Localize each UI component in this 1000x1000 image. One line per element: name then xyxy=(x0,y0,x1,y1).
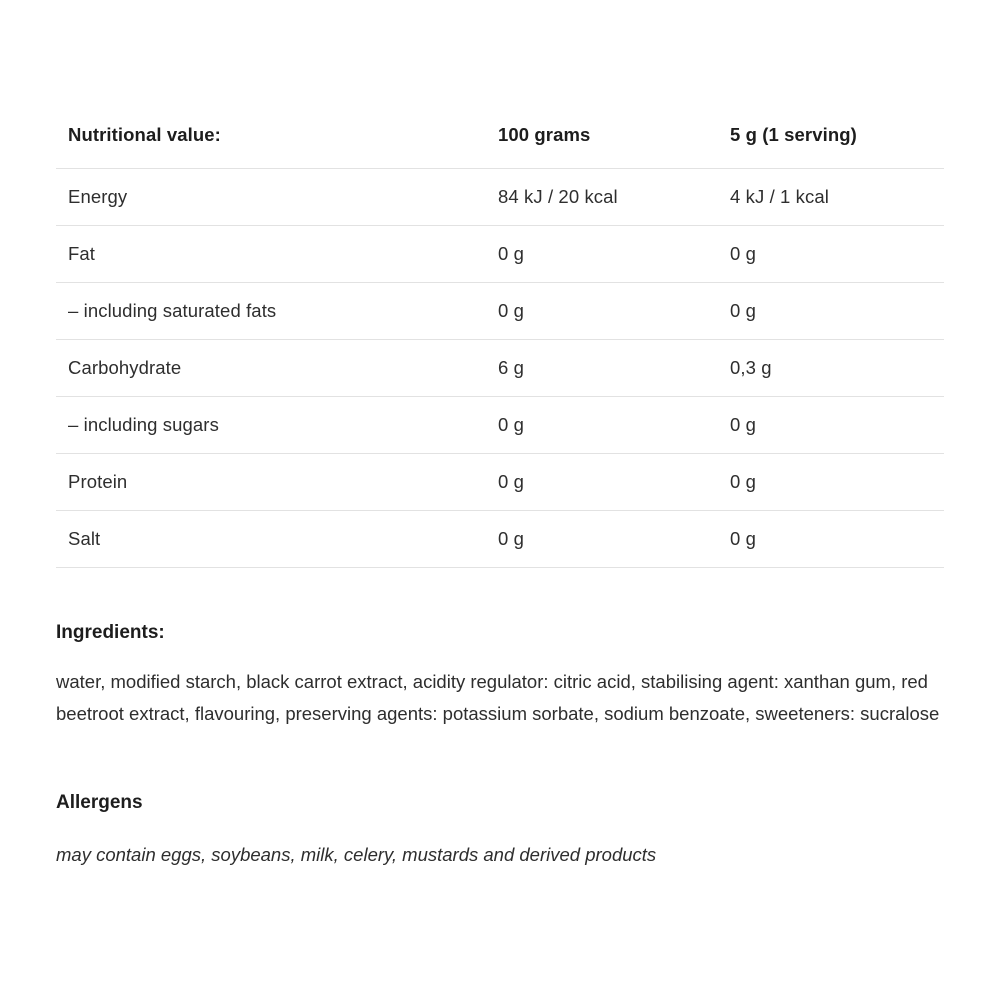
row-value-salt-serving: 0 g xyxy=(718,511,944,568)
table-row xyxy=(56,169,944,226)
row-value-carbohydrate-100g: 6 g xyxy=(486,340,718,397)
nutrition-table-body xyxy=(56,169,944,568)
row-value-carbohydrate-serving: 0,3 g xyxy=(718,340,944,397)
table-row xyxy=(56,397,944,454)
table-header-row xyxy=(56,124,944,169)
table-row xyxy=(56,454,944,511)
row-value-protein-100g: 0 g xyxy=(486,454,718,511)
ingredients-title: Ingredients: xyxy=(56,622,165,643)
row-value-sugars-100g: 0 g xyxy=(486,397,718,454)
row-label-protein: Protein xyxy=(56,454,486,511)
table-row xyxy=(56,283,944,340)
column-header-per-serving: 5 g (1 serving) xyxy=(730,124,857,145)
row-value-fat-100g: 0 g xyxy=(486,226,718,283)
row-label-energy: Energy xyxy=(56,169,486,226)
table-row xyxy=(56,340,944,397)
nutrition-table-container xyxy=(56,124,944,568)
table-row xyxy=(56,226,944,283)
column-header-label: Nutritional value: xyxy=(68,124,221,145)
allergens-text: may contain eggs, soybeans, milk, celery, mustards and derived products xyxy=(56,844,657,865)
row-value-saturated-fats-serving: 0 g xyxy=(718,283,944,340)
nutrition-table-header xyxy=(56,124,944,169)
row-value-salt-100g: 0 g xyxy=(486,511,718,568)
table-row xyxy=(56,511,944,568)
allergens-title: Allergens xyxy=(56,792,143,813)
row-label-salt: Salt xyxy=(56,511,486,568)
row-value-saturated-fats-100g: 0 g xyxy=(486,283,718,340)
nutrition-table xyxy=(56,124,944,568)
row-value-energy-serving: 4 kJ / 1 kcal xyxy=(718,169,944,226)
row-label-sugars: – including sugars xyxy=(56,397,486,454)
column-header-per-100g: 100 grams xyxy=(498,124,591,145)
row-value-energy-100g: 84 kJ / 20 kcal xyxy=(486,169,718,226)
row-label-fat: Fat xyxy=(56,226,486,283)
row-label-carbohydrate: Carbohydrate xyxy=(56,340,486,397)
row-label-saturated-fats: – including saturated fats xyxy=(56,283,486,340)
row-value-sugars-serving: 0 g xyxy=(718,397,944,454)
row-value-fat-serving: 0 g xyxy=(718,226,944,283)
row-value-protein-serving: 0 g xyxy=(718,454,944,511)
ingredients-text: water, modified starch, black carrot extract, acidity regulator: citric acid, stabilising agent: xanthan gum, red beetroot extract, flavouring, preserving agents: potassium sorbate, sodium benzoate, sweeteners: sucralose xyxy=(56,671,940,724)
